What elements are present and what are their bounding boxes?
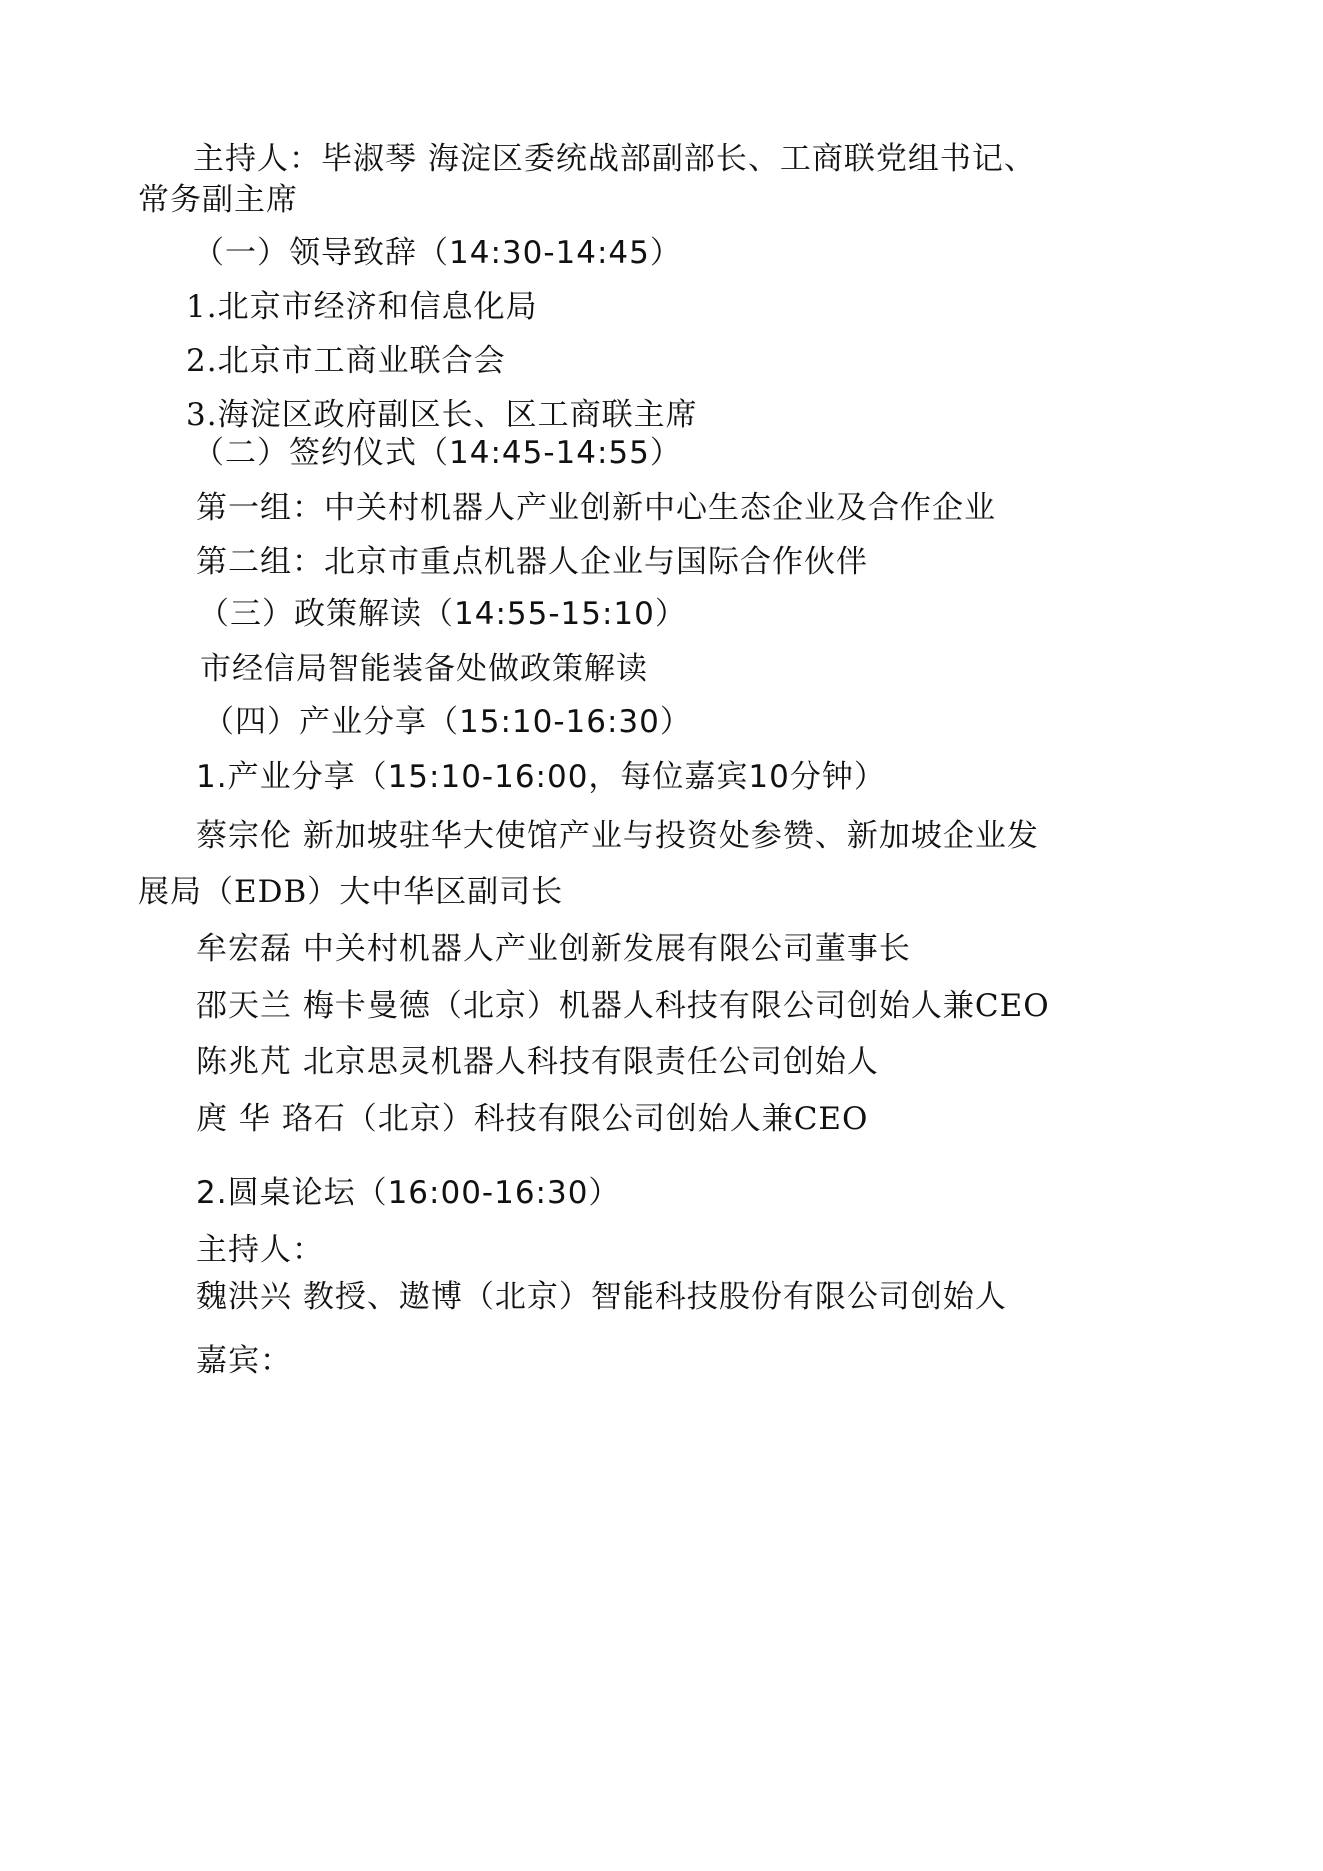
section-4-title: （四）产业分享（15:10-16:30） — [203, 704, 692, 740]
host-line-2: 常务副主席 — [138, 182, 298, 218]
speaker-line: 庹 华 珞石（北京）科技有限公司创始人兼CEO — [196, 1101, 869, 1137]
speaker-line: 邵天兰 梅卡曼德（北京）机器人科技有限公司创始人兼CEO — [196, 988, 1050, 1024]
speaker-line: 牟宏磊 中关村机器人产业创新发展有限公司董事长 — [196, 931, 911, 967]
section-1-item-3: 3.海淀区政府副区长、区工商联主席 — [186, 397, 698, 433]
forum-guests-label: 嘉宾： — [196, 1343, 292, 1379]
forum-host-label: 主持人： — [196, 1232, 324, 1268]
section-2-item-1: 第一组：中关村机器人产业创新中心生态企业及合作企业 — [196, 490, 996, 526]
section-3-item-1: 市经信局智能装备处做政策解读 — [200, 651, 648, 687]
subsection-2-title: 2.圆桌论坛（16:00-16:30） — [196, 1175, 621, 1211]
section-1-item-2: 2.北京市工商业联合会 — [186, 343, 506, 379]
speaker-line: 蔡宗伦 新加坡驻华大使馆产业与投资处参赞、新加坡企业发 — [196, 818, 1039, 854]
section-2-item-2: 第二组：北京市重点机器人企业与国际合作伙伴 — [196, 544, 868, 580]
section-1-title: （一）领导致辞（14:30-14:45） — [193, 235, 682, 271]
subsection-1-title: 1.产业分享（15:10-16:00，每位嘉宾10分钟） — [196, 759, 886, 795]
section-2-title: （二）签约仪式（14:45-14:55） — [193, 435, 682, 471]
host-line-1: 主持人：毕淑琴 海淀区委统战部副部长、工商联党组书记、 — [193, 141, 1036, 177]
section-3-title: （三）政策解读（14:55-15:10） — [198, 596, 687, 632]
forum-host: 魏洪兴 教授、遨博（北京）智能科技股份有限公司创始人 — [196, 1279, 1007, 1315]
speaker-line: 陈兆芃 北京思灵机器人科技有限责任公司创始人 — [196, 1044, 879, 1080]
speaker-line: 展局（EDB）大中华区副司长 — [138, 874, 564, 910]
section-1-item-1: 1.北京市经济和信息化局 — [186, 289, 538, 325]
